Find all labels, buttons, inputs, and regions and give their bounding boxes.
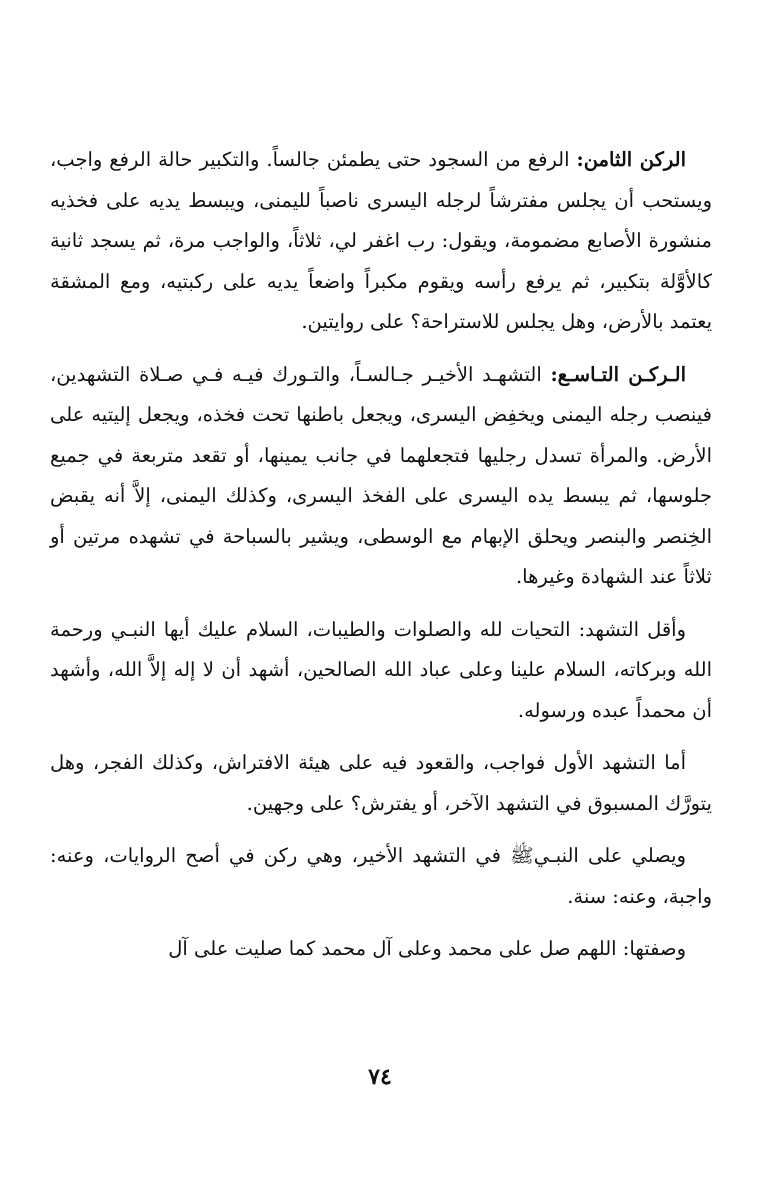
paragraph-ninth-pillar bbox=[50, 355, 712, 598]
paragraph-first-tashahhud bbox=[50, 743, 712, 824]
paragraph-heading: الـركـن التـاسـع: bbox=[550, 362, 686, 386]
paragraph-text: التشهـد الأخيـر جـالسـاً، والتـورك فيـه فـي صـلاة التشهدين، فينصب رجله اليمنى ويخفِض اليسرى، ويجعل باطنها تحت فخذه، ويجعل إليتيه على الأرض. والمرأة تسدل رجليها فتجعلهما في جانب يمينها، أو تقعد متربعة في جميع جلوسها، ثم يبسط يده اليسرى على الفخذ اليسرى، وكذلك اليمنى، إلاَّ أنه يقبض الخِنصر والبنصر ويحلق الإبهام مع الوسطى، ويشير بالسباحة في تشهده مرتين أو ثلاثاً عند الشهادة وغيرها. bbox=[50, 362, 712, 588]
paragraph-heading: الركن الثامن: bbox=[576, 148, 686, 171]
paragraph-minimum-tashahhud bbox=[50, 610, 712, 732]
paragraph-text: وأقل التشهد: التحيات لله والصلوات والطيبات، السلام عليك أيها النبـي ورحمة الله وبركاته، السلام علينا وعلى عباد الله الصالحين، أشهد أن لا إله إلاَّ الله، وأشهد أن محمداً عبده ورسوله. bbox=[50, 617, 712, 722]
paragraph-description bbox=[50, 929, 712, 970]
paragraph-text: وصفتها: اللهم صل على محمد وعلى آل محمد كما صليت على آل bbox=[168, 937, 686, 960]
paragraph-text: ويصلي على النبـيﷺ في التشهد الأخير، وهي ركن في أصح الروايات، وعنه: واجبة، وعنه: سنة. bbox=[50, 844, 712, 908]
paragraph-salah-on-prophet bbox=[50, 836, 712, 917]
page-number: ٧٤ bbox=[368, 1064, 392, 1090]
page-body bbox=[50, 140, 712, 982]
paragraph-eighth-pillar bbox=[50, 140, 712, 343]
paragraph-text: أما التشهد الأول فواجب، والقعود فيه على هيئة الافتراش، وكذلك الفجر، وهل يتورَّك المسبوق في التشهد الآخر، أو يفترش؟ على وجهين. bbox=[50, 751, 712, 815]
paragraph-text: الرفع من السجود حتى يطمئن جالساً. والتكبير حالة الرفع واجب، ويستحب أن يجلس مفترشاً لرجله اليسرى ناصباً لليمنى، ويبسط يديه على فخذيه منشورة الأصابع مضمومة، ويقول: رب اغفر لي، ثلاثاً، والواجب مرة، ثم يسجد ثانية كالأوَّلة بتكبير، ثم يرفع رأسه ويقوم مكبراً واضعاً يديه على ركبتيه، ومع المشقة يعتمد بالأرض، وهل يجلس للاستراحة؟ على روايتين. bbox=[50, 148, 712, 333]
